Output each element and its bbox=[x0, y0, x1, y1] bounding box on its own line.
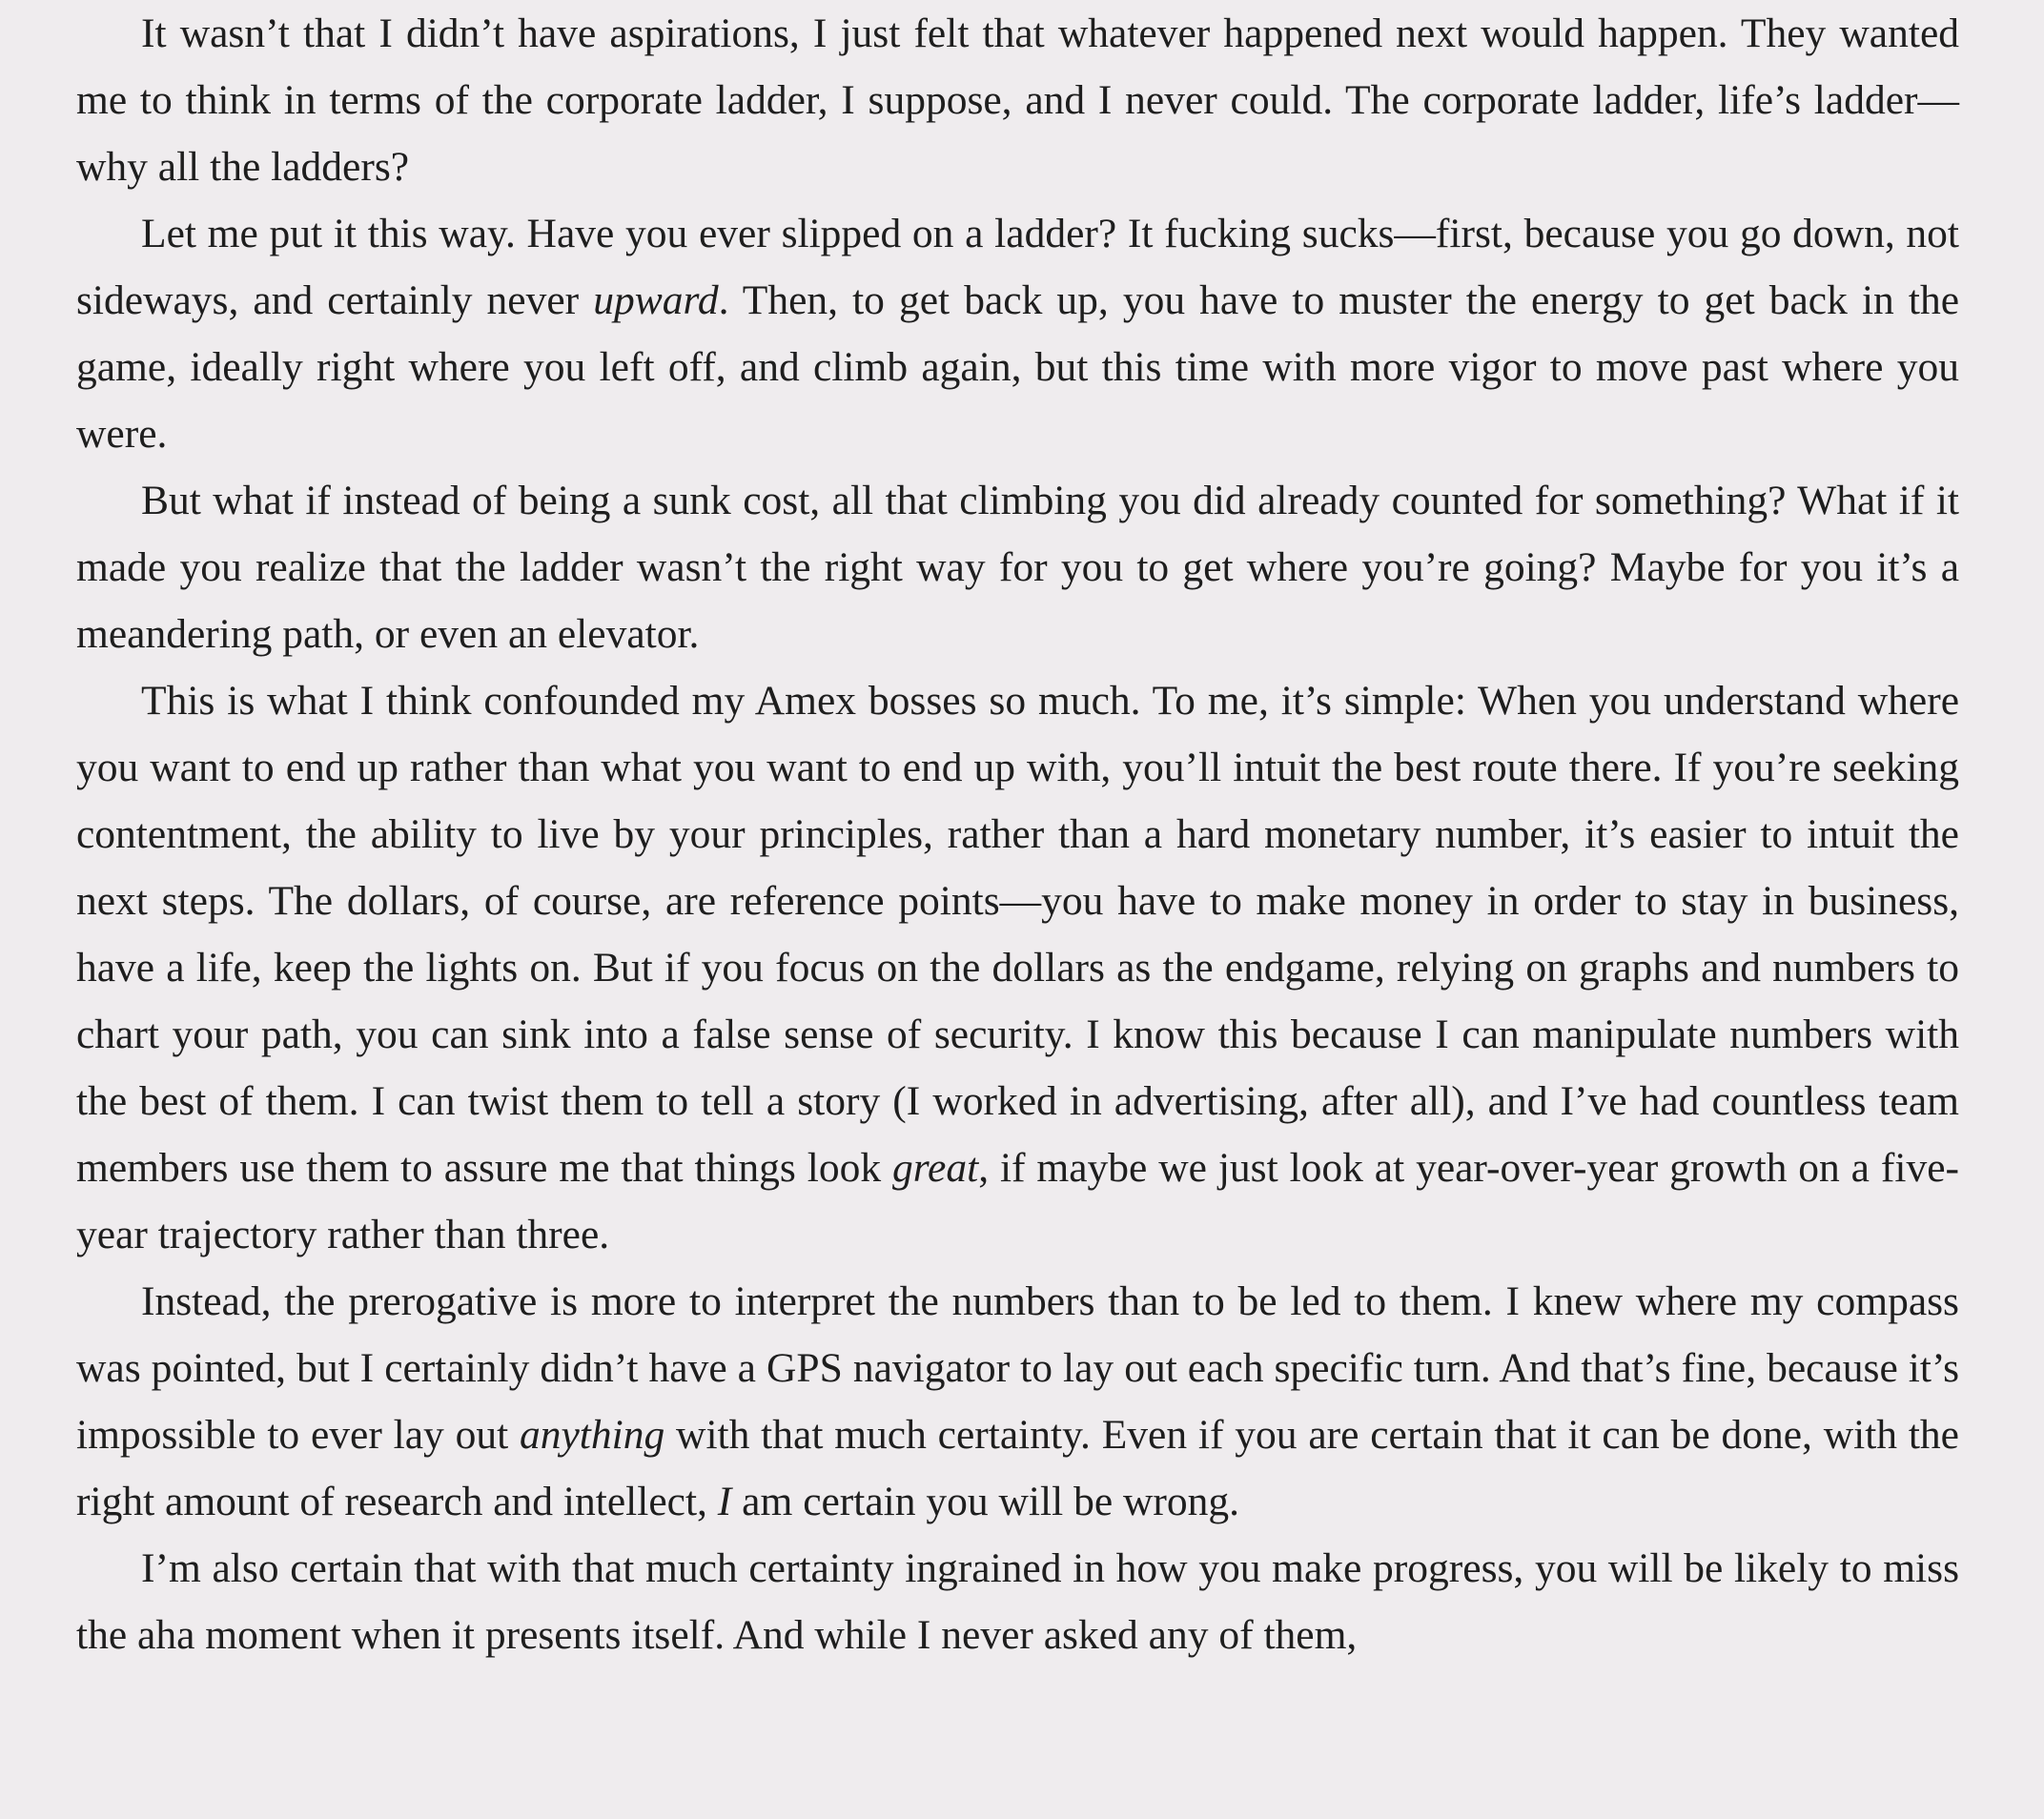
paragraph-2 bbox=[76, 200, 1959, 467]
text-segment: . Then, to get back up, you have to muster the energy to get back in the game, ideally right where you left off, and climb again, but this time with more vigor to move past where you were. bbox=[76, 277, 1960, 457]
text-segment: I’m also certain that with that much certainty ingrained in how you make progress, you will be likely to miss the aha moment when it presents itself. And while I never asked any of them, bbox=[76, 1545, 1959, 1658]
text-segment: Instead, the prerogative is more to interpret the numbers than to be led to them. I knew where my compass was pointed, but I certainly didn’t have a GPS navigator to lay out each specific turn. And that’s fine, because it’s impossible to ever lay out bbox=[76, 1278, 1959, 1458]
paragraph-5 bbox=[76, 1268, 1959, 1535]
emphasis-text: I bbox=[717, 1479, 732, 1524]
text-segment: It wasn’t that I didn’t have aspirations, I just felt that whatever happened next would happen. They wanted me to think in terms of the corporate ladder, I suppose, and I never could. The corporate ladder, life’s ladder—why all the ladders? bbox=[76, 10, 1959, 190]
emphasis-text: anything bbox=[519, 1412, 665, 1458]
paragraph-3 bbox=[76, 467, 1959, 667]
paragraph-6 bbox=[76, 1535, 1959, 1668]
emphasis-text: upward bbox=[593, 277, 719, 323]
text-segment: Let me put it this way. Have you ever slipped on a ladder? It fucking sucks—first, because you go down, not sideways, and certainly never bbox=[76, 211, 1959, 323]
emphasis-text: great bbox=[891, 1145, 979, 1191]
paragraph-1 bbox=[76, 0, 1959, 200]
text-segment: am certain you will be wrong. bbox=[731, 1479, 1240, 1524]
paragraph-4 bbox=[76, 667, 1959, 1268]
body-text bbox=[76, 0, 1959, 1668]
text-segment: with that much certainty. Even if you are certain that it can be done, with the right amount of research and intellect, bbox=[76, 1412, 1959, 1524]
text-segment: But what if instead of being a sunk cost, all that climbing you did already counted for something? What if it made you realize that the ladder wasn’t the right way for you to get where you’re going? Maybe for you it’s a meandering path, or even an elevator. bbox=[76, 478, 1959, 657]
text-segment: This is what I think confounded my Amex bosses so much. To me, it’s simple: When you understand where you want to end up rather than what you want to end up with, you’ll intuit the best route there. If you’re seeking contentment, the ability to live by your principles, rather than a hard monetary number, it’s easier to intuit the next steps. The dollars, of course, are reference points—you have to make money in order to stay in business, have a life, keep the lights on. But if you focus on the dollars as the endgame, relying on graphs and numbers to chart your path, you can sink into a false sense of security. I know this because I can manipulate numbers with the best of them. I can twist them to tell a story (I worked in advertising, after all), and I’ve had countless team members use them to assure me that things look bbox=[76, 678, 1959, 1191]
text-segment: , if maybe we just look at year-over-year growth on a five-year trajectory rather than three. bbox=[76, 1145, 1959, 1257]
